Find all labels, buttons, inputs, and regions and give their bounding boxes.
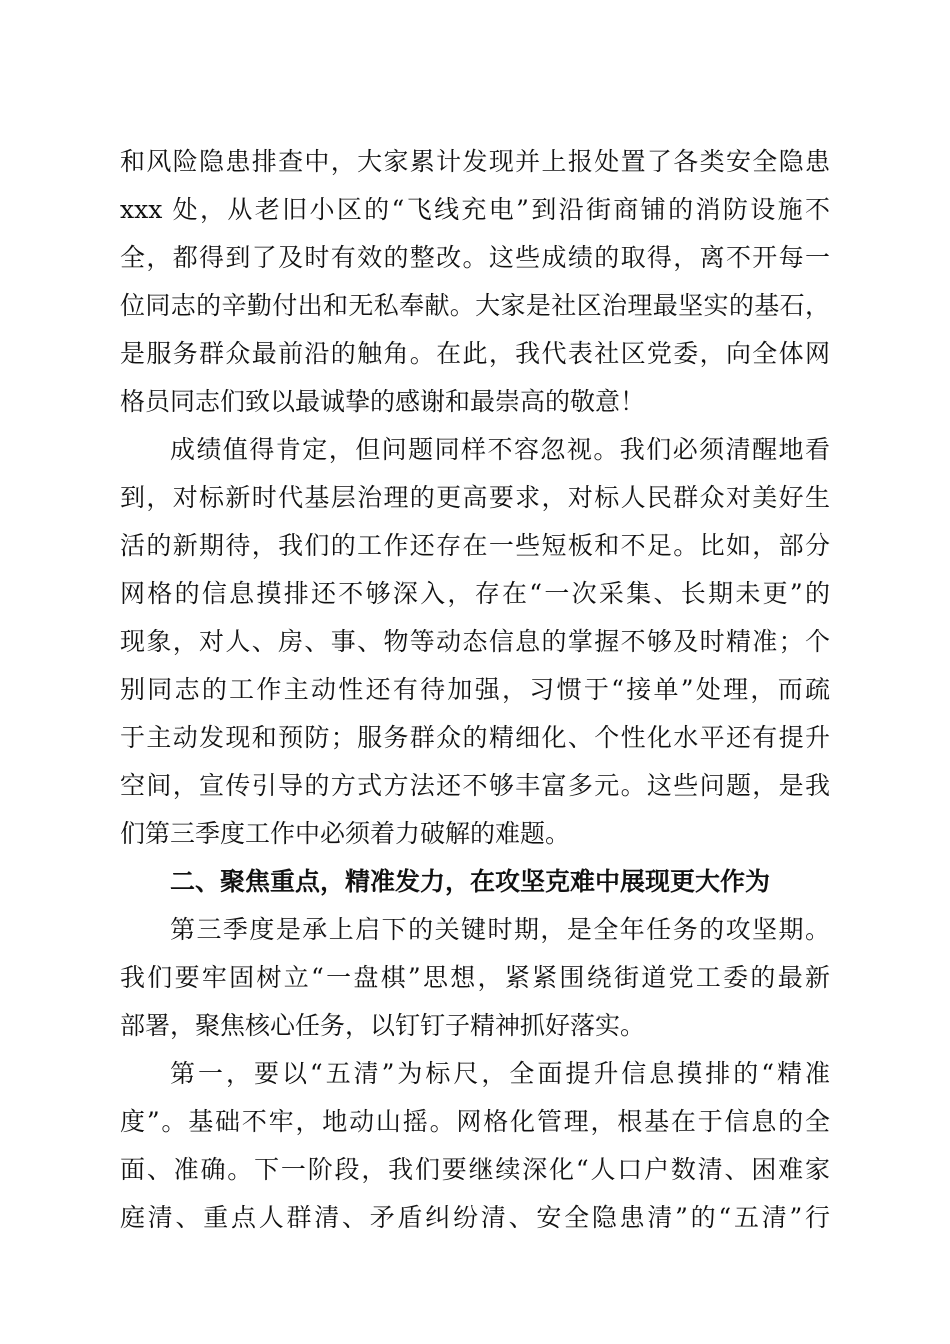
text-line: 第三季度是承上启下的关键时期，是全年任务的攻坚期。 [170, 915, 830, 944]
text-line: 第一，要以“五清”为标尺，全面提升信息摸排的“精准 [170, 1059, 830, 1088]
text-line: 到，对标新时代基层治理的更高要求，对标人民群众对美好生 [120, 483, 830, 512]
text-line: 位同志的辛勤付出和无私奉献。大家是社区治理最坚实的基石， [120, 291, 830, 320]
text-line: 全，都得到了及时有效的整改。这些成绩的取得，离不开每一 [120, 243, 830, 272]
text-line: 庭清、重点人群清、矛盾纠纷清、安全隐患清”的“五清”行 [120, 1203, 830, 1232]
text-line: 网格的信息摸排还不够深入，存在“一次采集、长期未更”的 [120, 579, 830, 608]
text-line: 活的新期待，我们的工作还存在一些短板和不足。比如，部分 [120, 531, 830, 560]
text-line: 格员同志们致以最诚挚的感谢和最崇高的敬意！ [120, 387, 646, 416]
text-line: 成绩值得肯定，但问题同样不容忽视。我们必须清醒地看 [170, 435, 830, 464]
text-line: 我们要牢固树立“一盘棋”思想，紧紧围绕街道党工委的最新 [120, 963, 830, 992]
text-line: 是服务群众最前沿的触角。在此，我代表社区党委，向全体网 [120, 339, 830, 368]
text-line: 面、准确。下一阶段，我们要继续深化“人口户数清、困难家 [120, 1155, 830, 1184]
text-line: xxx 处，从老旧小区的“飞线充电”到沿街商铺的消防设施不 [120, 195, 830, 224]
text-line: 们第三季度工作中必须着力破解的难题。 [120, 819, 571, 848]
text-line: 空间，宣传引导的方式方法还不够丰富多元。这些问题，是我 [120, 771, 830, 800]
section-heading: 二、聚焦重点，精准发力，在攻坚克难中展现更大作为 [170, 867, 771, 896]
text-line: 别同志的工作主动性还有待加强，习惯于“接单”处理，而疏 [120, 675, 830, 704]
text-line: 部署，聚焦核心任务，以钉钉子精神抓好落实。 [120, 1011, 646, 1040]
text-line: 和风险隐患排查中，大家累计发现并上报处置了各类安全隐患 [120, 147, 830, 176]
text-line: 现象，对人、房、事、物等动态信息的掌握不够及时精准；个 [120, 627, 830, 656]
text-line: 于主动发现和预防；服务群众的精细化、个性化水平还有提升 [120, 723, 830, 752]
text-line: 度”。基础不牢，地动山摇。网格化管理，根基在于信息的全 [120, 1107, 830, 1136]
